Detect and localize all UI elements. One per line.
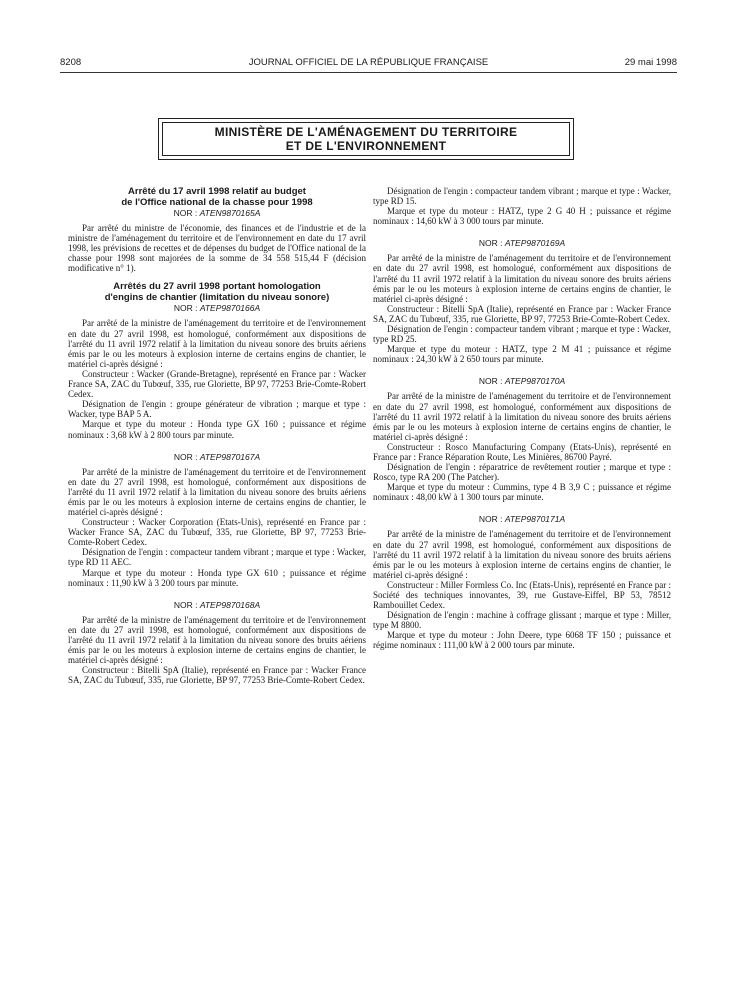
section-1-moteur: Marque et type du moteur : Honda type GX 160 ; puissance et régime nominaux : 3,68 kW à 2 800 tours par minute.: [68, 419, 366, 440]
nor-label: NOR :: [173, 208, 198, 218]
section-2-designation: Désignation de l'engin : compacteur tandem vibrant ; marque et type : Wacker, type RD 11 AEC.: [68, 547, 366, 568]
section-3-nor: [68, 600, 366, 611]
nor-code: ATEP9870166A: [199, 303, 261, 314]
ministry-box: [158, 118, 574, 160]
publication-date: 29 mai 1998: [624, 57, 677, 68]
section-6-intro: Par arrêté de la ministre de l'aménagement du territoire et de l'environnement en date du 27 avril 1998, est homologué, conformément aux dispositions de l'arrêté du 11 avril 1972 relatif à la limitation du niveau sonore des bruits aériens émis par le ou les moteurs à explosion interne de certains engins de chantier, le matériel ci-après désigné :: [373, 529, 671, 580]
ministry-line-1: MINISTÈRE DE L'AMÉNAGEMENT DU TERRITOIRE: [214, 125, 518, 139]
nor-label: NOR :: [478, 376, 503, 387]
section-4-moteur: Marque et type du moteur : HATZ, type 2 M 41 ; puissance et régime nominaux : 24,30 kW à 2 650 tours par minute.: [373, 344, 671, 365]
decree-1-body: Par arrêté du ministre de l'économie, des finances et de l'industrie et de la ministre de l'aménagement du territoire et de l'environnement en date du 17 avril 1998, les prévisions de recettes et de dépenses du budget de l'Office national de la chasse pour 1998 sont majorées de la somme de 34 558 515,44 F (décision modificative n° 1).: [68, 223, 366, 274]
section-3-designation: Désignation de l'engin : compacteur tandem vibrant ; marque et type : Wacker, type RD 15.: [373, 186, 671, 207]
nor-label: NOR :: [478, 238, 503, 249]
section-5-intro: Par arrêté de la ministre de l'aménagement du territoire et de l'environnement en date du 27 avril 1998, est homologué, conformément aux dispositions de l'arrêté du 11 avril 1972 relatif à la limitation du niveau sonore des bruits aériens émis par le ou les moteurs à explosion interne de certains engins de chantier, le matériel ci-après désigné :: [373, 391, 671, 442]
page-header: [60, 57, 677, 69]
nor-code: ATEP9870169A: [504, 238, 566, 249]
section-4-constructeur: Constructeur : Bitelli SpA (Italie), représenté en France par : Wacker France SA, ZAC du Tubœuf, 335, rue Gloriette, BP 97, 77253 Brie-Comte-Robert Cedex.: [373, 303, 671, 324]
nor-label: NOR :: [173, 451, 198, 462]
nor-label: NOR :: [173, 599, 198, 610]
nor-code: ATEP9870171A: [504, 514, 566, 525]
section-1-nor: [68, 303, 366, 314]
header-rule: [60, 72, 677, 73]
section-1-designation: Désignation de l'engin : groupe générateur de vibration ; marque et type : Wacker, type BAP 5 A.: [68, 399, 366, 420]
section-4-intro: Par arrêté de la ministre de l'aménagement du territoire et de l'environnement en date du 27 avril 1998, est homologué, conformément aux dispositions de l'arrêté du 11 avril 1972 relatif à la limitation du niveau sonore des bruits aériens émis par le ou les moteurs à explosion interne de certains engins de chantier, le matériel ci-après désigné :: [373, 253, 671, 304]
section-6-moteur: Marque et type du moteur : John Deere, type 6068 TF 150 ; puissance et régime nominaux : 111,00 kW à 2 000 tours par minute.: [373, 630, 671, 651]
page-number: 8208: [60, 57, 82, 68]
section-6-nor: [373, 514, 671, 525]
section-4-nor: [373, 238, 671, 249]
section-5-nor: [373, 376, 671, 387]
nor-code: ATEP9870167A: [199, 451, 261, 462]
nor-label: NOR :: [173, 303, 198, 314]
section-2-nor: [68, 452, 366, 463]
section-1-constructeur: Constructeur : Wacker (Grande-Bretagne), représenté en France par : Wacker France SA, ZAC du Tubœuf, 335, rue Gloriette, BP 97, 77253 Brie-Comte-Robert Cedex.: [68, 368, 366, 400]
section-2-moteur: Marque et type du moteur : Honda type GX 610 ; puissance et régime nominaux : 11,90 kW à 3 200 tours par minute.: [68, 567, 366, 588]
decree-2-title-line-2: d'engins de chantier (limitation du niveau sonore): [104, 292, 330, 304]
section-2-intro: Par arrêté de la ministre de l'aménagement du territoire et de l'environnement en date du 27 avril 1998, est homologué, conformément aux dispositions de l'arrêté du 11 avril 1972 relatif à la limitation du niveau sonore des bruits aériens émis par le ou les moteurs à explosion interne de certains engins de chantier, le matériel ci-après désigné :: [68, 466, 366, 517]
decree-2-title-line-1: Arrêtés du 27 avril 1998 portant homologation: [113, 281, 321, 293]
nor-label: NOR :: [478, 514, 503, 525]
section-3-moteur: Marque et type du moteur : HATZ, type 2 G 40 H ; puissance et régime nominaux : 14,60 kW à 3 000 tours par minute.: [373, 206, 671, 227]
nor-code: ATEP9870168A: [199, 599, 261, 610]
section-5-moteur: Marque et type du moteur : Cummins, type 4 B 3,9 C ; puissance et régime nominaux : 48,00 kW à 1 300 tours par minute.: [373, 482, 671, 503]
section-3-intro: Par arrêté de la ministre de l'aménagement du territoire et de l'environnement en date du 27 avril 1998, est homologué, conformément aux dispositions de l'arrêté du 11 avril 1972 relatif à la limitation du niveau sonore des bruits aériens émis par le ou les moteurs à explosion interne de certains engins de chantier, le matériel ci-après désigné :: [68, 614, 366, 666]
section-6-constructeur: Constructeur : Miller Formless Co. Inc (Etats-Unis), représenté en France par : Société des techniques innovantes, 39, rue Gustave-Eiffel, BP 53, 78512 Rambouillet Cedex.: [373, 579, 671, 611]
left-column: [68, 186, 366, 685]
ministry-heading: [162, 122, 570, 156]
ministry-line-2: ET DE L'ENVIRONNEMENT: [285, 139, 447, 153]
decree-1-nor: [68, 208, 366, 219]
section-5-designation: Désignation de l'engin : réparatrice de revêtement routier ; marque et type : Rosco, type RA 200 (The Patcher).: [373, 462, 671, 483]
section-1-intro: Par arrêté de la ministre de l'aménagement du territoire et de l'environnement en date du 27 avril 1998, est homologué, conformément aux dispositions de l'arrêté du 11 avril 1972 relatif à la limitation du niveau sonore des bruits aériens émis par le ou les moteurs à explosion interne de certains engins de chantier, le matériel ci-après désigné :: [68, 318, 366, 369]
decree-1-title-line-1: Arrêté du 17 avril 1998 relatif au budget: [128, 186, 306, 197]
section-3-constructeur: Constructeur : Bitelli SpA (Italie), représenté en France par : Wacker France SA, ZAC du Tubœuf, 335, rue Gloriette, BP 97, 77253 Brie-Comte-Robert Cedex.: [68, 665, 366, 686]
section-5-constructeur: Constructeur : Rosco Manufacturing Company (Etats-Unis), représenté en France par : France Réparation Route, Les Minières, 86700 Payré.: [373, 441, 671, 462]
decree-1-title-line-2: de l'Office national de la chasse pour 1998: [121, 197, 313, 208]
journal-title: JOURNAL OFFICIEL DE LA RÉPUBLIQUE FRANÇAISE: [248, 57, 489, 68]
nor-code: ATEP9870170A: [504, 376, 566, 387]
nor-code: ATEN9870165A: [199, 208, 261, 218]
section-6-designation: Désignation de l'engin : machine à coffrage glissant ; marque et type : Miller, type M 8800.: [373, 610, 671, 631]
right-column: [373, 186, 671, 651]
section-4-designation: Désignation de l'engin : compacteur tandem vibrant ; marque et type : Wacker, type RD 25.: [373, 324, 671, 345]
section-2-constructeur: Constructeur : Wacker Corporation (Etats-Unis), représenté en France par : Wacker France SA, ZAC du Tubœuf, 335, rue Gloriette, BP 97, 77253 Brie-Comte-Robert Cedex.: [68, 517, 366, 548]
